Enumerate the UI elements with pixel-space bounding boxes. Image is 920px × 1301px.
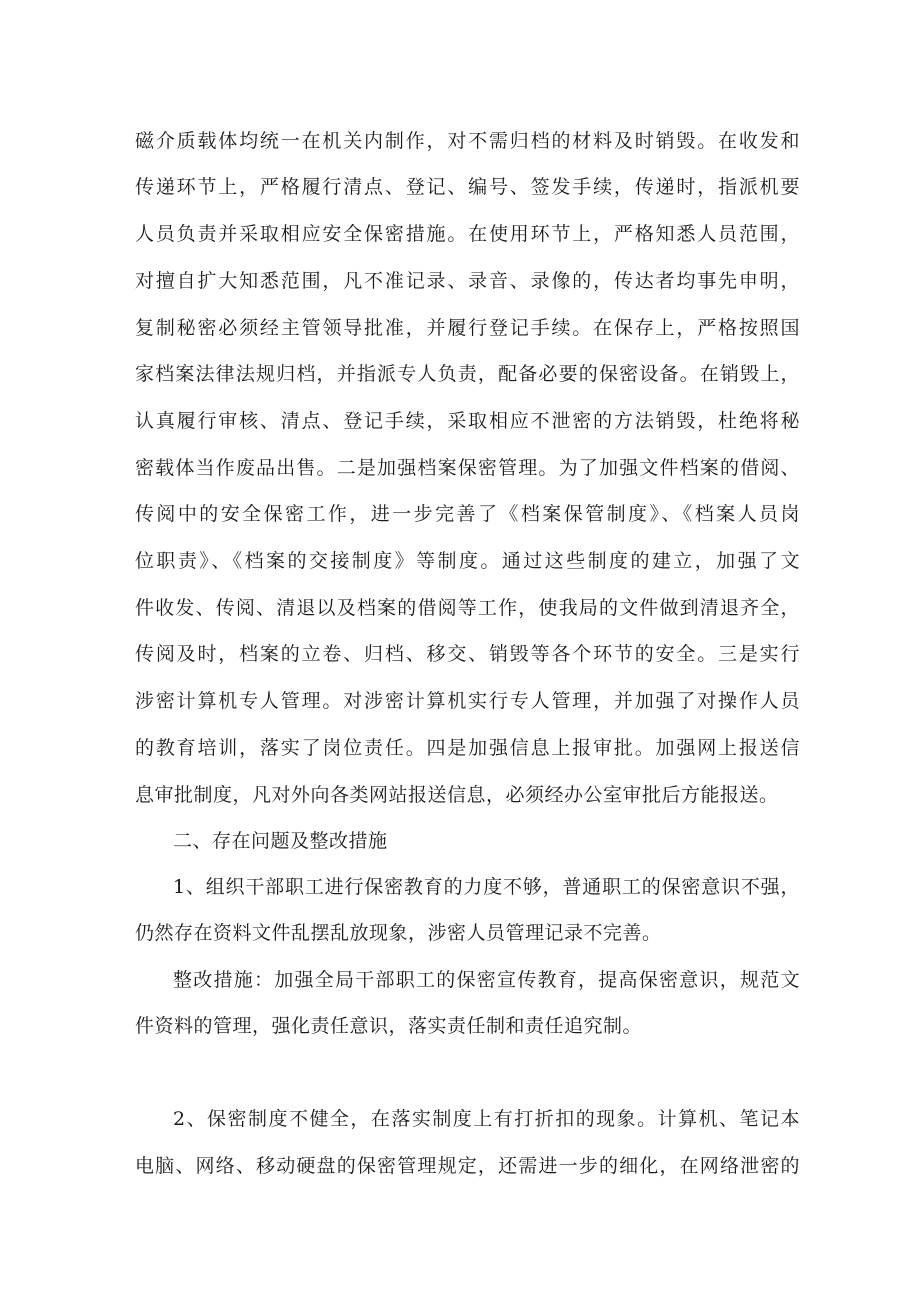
problem-2-line: 2、保密制度不健全，在落实制度上有打折扣的现象。计算机、笔记本 [173, 1108, 800, 1130]
problem-1-line: 仍然存在资料文件乱摆乱放现象，涉密人员管理记录不完善。 [135, 922, 662, 944]
section-heading: 二、存在问题及整改措施 [173, 830, 388, 852]
paragraph-line: 传阅及时，档案的立卷、归档、移交、销毁等各个环节的安全。三是实行 [135, 643, 800, 665]
paragraph-line: 位职责》、《档案的交接制度》等制度。通过这些制度的建立，加强了文 [135, 550, 800, 572]
problem-2-line: 电脑、网络、移动硬盘的保密管理规定，还需进一步的细化，在网络泄密的 [135, 1155, 800, 1177]
paragraph-line: 复制秘密必须经主管领导批准，并履行登记手续。在保存上，严格按照国 [135, 317, 800, 339]
paragraph-line: 家档案法律法规归档，并指派专人负责，配备必要的保密设备。在销毁上， [135, 363, 800, 385]
measure-1-line: 件资料的管理，强化责任意识，落实责任制和责任追究制。 [135, 1015, 643, 1037]
measure-1-line: 整改措施：加强全局干部职工的保密宣传教育，提高保密意识，规范文 [173, 969, 800, 991]
paragraph-line: 件收发、传阅、清退以及档案的借阅等工作，使我局的文件做到清退齐全， [135, 597, 800, 619]
paragraph-line: 对擅自扩大知悉范围，凡不准记录、录音、录像的，传达者均事先申明， [135, 270, 800, 292]
paragraph-line: 涉密计算机专人管理。对涉密计算机实行专人管理，并加强了对操作人员 [135, 690, 800, 712]
paragraph-line: 人员负责并采取相应安全保密措施。在使用环节上，严格知悉人员范围， [135, 223, 800, 245]
paragraph-line: 磁介质载体均统一在机关内制作，对不需归档的材料及时销毁。在收发和 [135, 130, 800, 152]
problem-1-line: 1、组织干部职工进行保密教育的力度不够，普通职工的保密意识不强， [173, 876, 800, 898]
paragraph-line: 息审批制度，凡对外向各类网站报送信息，必须经办公室审批后方能报送。 [135, 784, 779, 806]
paragraph-line: 传阅中的安全保密工作，进一步完善了《档案保管制度》、《档案人员岗 [135, 503, 800, 525]
paragraph-line: 的教育培训，落实了岗位责任。四是加强信息上报审批。加强网上报送信 [135, 737, 800, 759]
paragraph-line: 传递环节上，严格履行清点、登记、编号、签发手续，传递时，指派机要 [135, 176, 800, 198]
paragraph-line: 认真履行审核、清点、登记手续，采取相应不泄密的方法销毁，杜绝将秘 [135, 410, 800, 432]
paragraph-line: 密载体当作废品出售。二是加强档案保密管理。为了加强文件档案的借阅、 [135, 457, 800, 479]
